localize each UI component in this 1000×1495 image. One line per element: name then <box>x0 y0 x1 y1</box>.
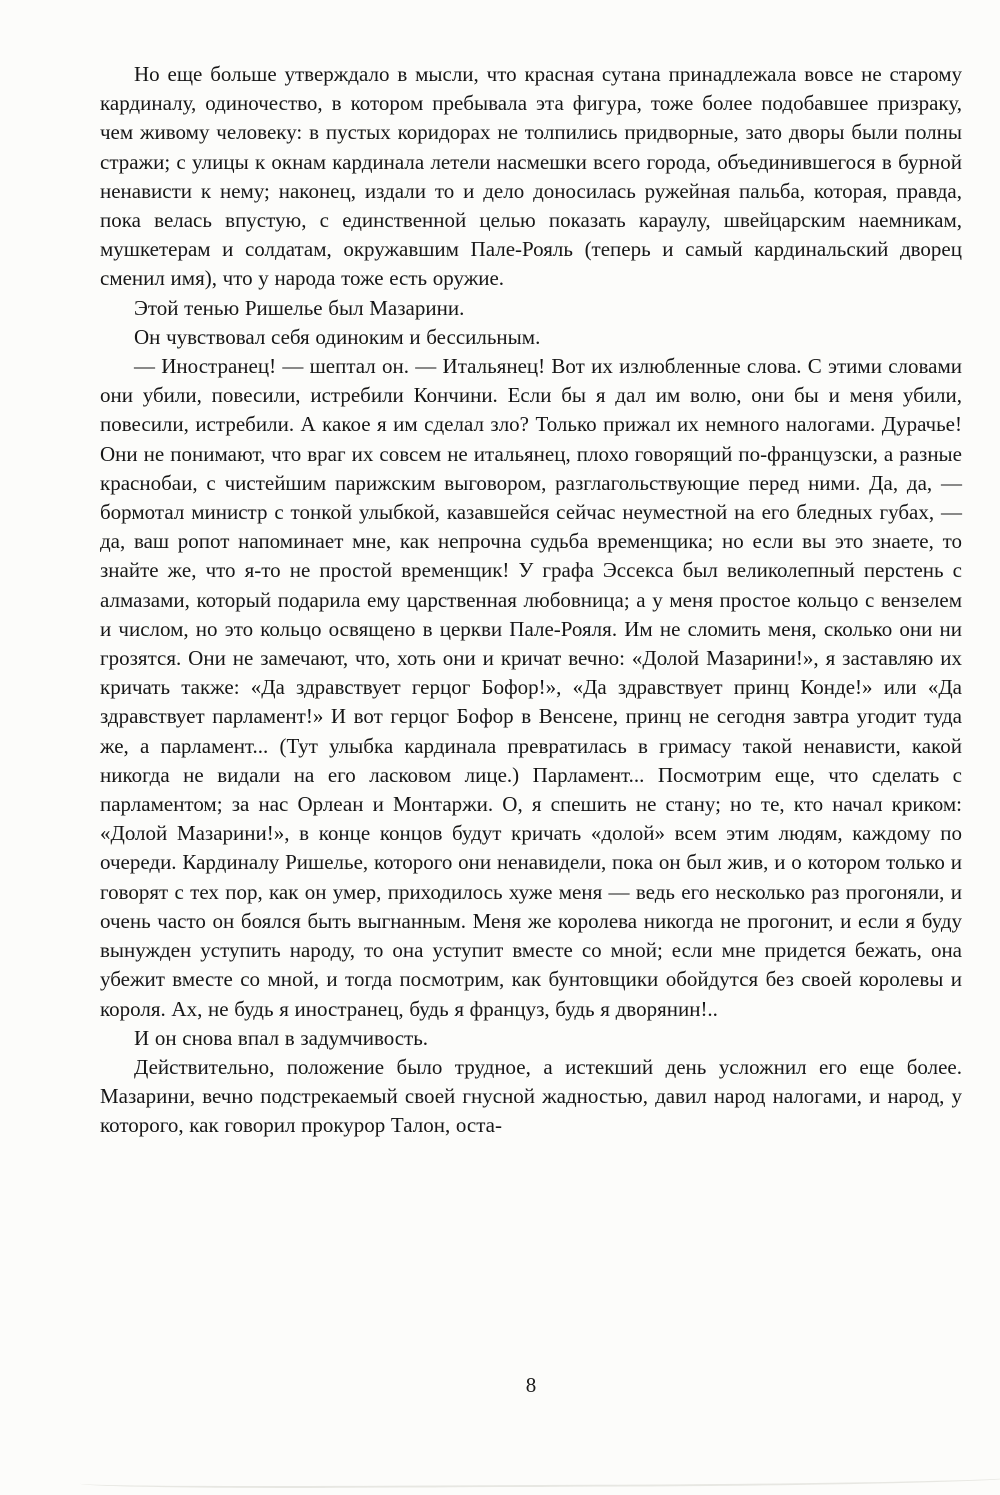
paragraph: Этой тенью Ришелье был Мазарини. <box>134 295 465 320</box>
paragraph: — Иностранец! — шептал он. — Итальянец! Вот их излюбленные слова. С этими словами они убили, повесили, истребили Кончини. Если бы я дал им волю, они бы и меня убили, повесили, истребили. А какое я им сделал зло? Только прижал их немного налогами. Дурачье! Они не понимают, что враг их совсем не итальянец, плохо говорящий по-французски, а разные краснобаи, с чистейшим парижским выговором, разглагольствующие перед ними. Да, да, — бормотал министр с тонкой улыбкой, казавшейся сейчас неуместной на его бледных губах, — да, ваш ропот напоминает мне, как непрочна судьба временщика; но если вы это знаете, то знайте же, что я-то не простой временщик! У графа Эссекса был великолепный перстень с алмазами, который подарила ему царственная любовница; а у меня простое кольцо с вензелем и числом, но это кольцо освящено в церкви Пале-Рояля. Им не сломить меня, сколько они ни грозятся. Они не замечают, что, хоть они и кричат вечно: «Долой Мазарини!», я заставляю их кричать также: «Да здравствует герцог Бофор!», «Да здравствует принц Конде!» или «Да здравствует парламент!» И вот герцог Бофор в Венсене, принц не сегодня завтра угодит туда же, а парламент... (Тут улыбка кардинала превратилась в гримасу такой ненависти, какой никогда не видали на его ласковом лице.) Парламент... Посмотрим еще, что сделать с парламентом; за нас Орлеан и Монтаржи. О, я спешить не стану; но те, кто начал криком: «Долой Мазарини!», в конце концов будут кричать «долой» всем этим людям, каждому по очереди. Кардиналу Ришелье, которого они ненавидели, пока он был жив, и о котором только и говорят с тех пор, как он умер, приходилось хуже меня — ведь его несколько раз прогоняли, и очень часто он боялся быть выгнанным. Меня же королева никогда не прогонит, и если я буду вынужден уступить народу, то она уступит вместе со мной; если мне придется бежать, она убежит вместе со мной, и тогда посмотрим, как бунтовщики обойдутся без своей королевы и короля. Ах, не будь я иностранец, будь я француз, будь я дворянин!.. <box>100 354 962 1021</box>
paragraph: Действительно, положение было трудное, а истекший день усложнил его еще более. Мазарини, вечно подстрекаемый своей гнусной жадностью, давил народ налогами, и народ, у которого, как говорил прокурор Талон, оста- <box>100 1054 962 1138</box>
paragraph: И он снова впал в задумчивость. <box>134 1025 429 1050</box>
paragraph: Но еще больше утверждало в мысли, что красная сутана принадлежала вовсе не старому кардиналу, одиночество, в котором пребывала эта фигура, тоже более подобавшее призраку, чем живому человеку: в пустых коридорах не толпились придворные, зато дворы были полны стражи; с улицы к окнам кардинала летели насмешки всего города, объединившегося в бурной ненависти к нему; наконец, издали то и дело доносилась ружейная пальба, которая, правда, пока велась впустую, с единственной целью показать караулу, швейцарским наемникам, мушкетерам и солдатам, окружавшим Пале-Рояль (теперь и самый кардинальский дворец сменил имя), что у народа тоже есть оружие. <box>100 62 962 291</box>
page-number: 8 <box>525 1373 537 1397</box>
scan-edge-artifact <box>80 1467 1000 1489</box>
paragraph: Он чувствовал себя одиноким и бессильным. <box>134 324 541 349</box>
page-text <box>100 60 962 1141</box>
